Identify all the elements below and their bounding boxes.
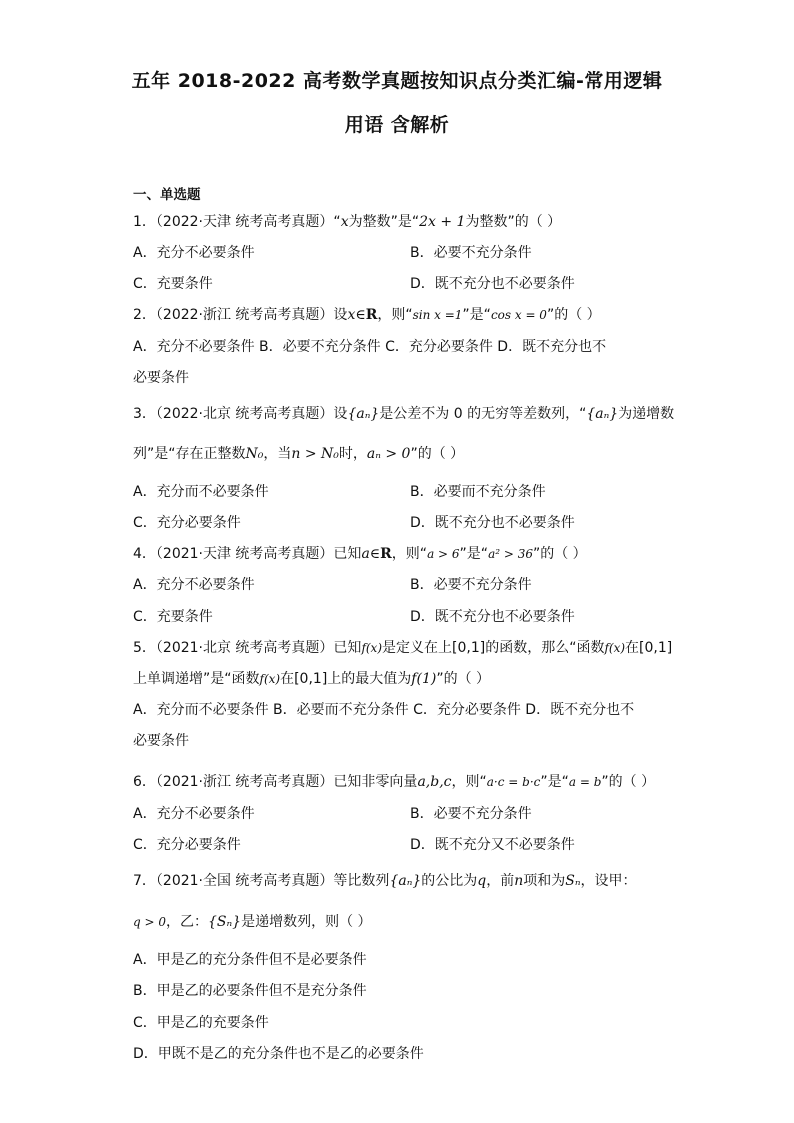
q4-expr1: a > 6 [427, 547, 460, 561]
q3-line2-mid2: 时， [338, 446, 367, 462]
q4-stem-end: ”的（ ） [532, 546, 587, 562]
q6-option-b: B．必要不充分条件 [410, 806, 532, 822]
q7-stem-prefix: 7．（2021·全国 统考高考真题）等比数列 [133, 873, 390, 889]
q5-stem-mid1: 是定义在上[0,1]的函数，那么“函数 [382, 640, 605, 656]
q5-line2-end: ”的（ ） [436, 671, 491, 687]
q4-set-r: R [380, 546, 392, 562]
q1-option-a: A．充分不必要条件 [133, 245, 255, 261]
q3-line2-prefix: 列”是“存在正整数 [133, 446, 246, 462]
q6-option-c: C．充分必要条件 [133, 837, 241, 853]
q6-stem-mid1: ，则“ [451, 774, 487, 790]
q3-stem-mid1: 是公差不为 0 的无穷等差数列，“ [379, 406, 587, 422]
q7-option-b: B．甲是乙的必要条件但不是充分条件 [133, 983, 367, 999]
q2-set-r: R [365, 307, 378, 323]
question-7-stem [133, 872, 637, 890]
q2-set: x∈ [347, 307, 366, 323]
q7-option-d: D．甲既不是乙的充分条件也不是乙的必要条件 [133, 1046, 424, 1062]
q6-expr1: a·c = b·c [486, 775, 541, 789]
q3-option-d: D．既不充分也不必要条件 [410, 515, 575, 531]
q7-stem-mid3: 项和为 [523, 873, 566, 889]
document-title-line-1: 五年 2018-2022 高考数学真题按知识点分类汇编-常用逻辑 [131, 70, 663, 92]
q6-option-a: A．充分不必要条件 [133, 806, 255, 822]
q4-stem-mid1: ，则“ [391, 546, 428, 562]
q1-option-d: D．既不充分也不必要条件 [410, 276, 575, 292]
q5-fx-2: f(x) [604, 641, 626, 655]
q5-fx-3: f(x) [259, 672, 281, 686]
q4-expr2: a² > 36 [488, 547, 533, 561]
q6-vectors: a,b,c [417, 774, 452, 790]
question-3-stem [133, 405, 674, 423]
q7-seq: {aₙ} [389, 873, 422, 889]
q4-stem-mid2: ”是“ [459, 546, 489, 562]
q5-stem-prefix: 5．（2021·北京 统考高考真题）已知 [133, 640, 362, 656]
q3-seq: {aₙ} [347, 406, 380, 422]
q2-stem-prefix: 2．（2022·浙江 统考高考真题）设 [133, 307, 348, 323]
q7-option-a: A．甲是乙的充分条件但不是必要条件 [133, 952, 367, 968]
q4-option-c: C．充要条件 [133, 609, 213, 625]
q5-f1: f(1) [411, 671, 437, 687]
q7-cond: q > 0 [133, 915, 166, 929]
q4-stem-prefix: 4．（2021·天津 统考高考真题）已知 [133, 546, 362, 562]
q2-expr1: sin x =1 [412, 308, 463, 322]
q3-n0: N₀ [245, 446, 264, 462]
question-6-stem [133, 773, 655, 791]
q3-option-c: C．充分必要条件 [133, 515, 241, 531]
q6-option-d: D．既不充分又不必要条件 [410, 837, 575, 853]
q5-line2-prefix: 上单调递增”是“函数 [133, 671, 260, 687]
q3-seq-2: {aₙ} [586, 406, 619, 422]
q7-stem-end: ，设甲： [580, 873, 637, 889]
q1-stem-prefix: 1．（2022·天津 统考高考真题）“ [133, 214, 341, 230]
question-5-stem-line-2 [133, 670, 490, 688]
q1-var-x: x [340, 214, 349, 230]
q5-line2-mid: 在[0,1]上的最大值为 [280, 671, 412, 687]
q4-option-d: D．既不充分也不必要条件 [410, 609, 575, 625]
q1-expr: 2x + 1 [419, 214, 466, 230]
q5-options-continued: 必要条件 [133, 733, 189, 749]
q5-options: A．充分而不必要条件 B．必要而不充分条件 C．充分必要条件 D．既不充分也不 [133, 702, 635, 718]
q3-option-a: A．充分而不必要条件 [133, 484, 269, 500]
question-7-stem-line-2 [133, 913, 372, 931]
q6-expr2: a = b [568, 775, 602, 789]
q7-seq-s: {Sₙ} [208, 914, 242, 930]
question-3-stem-line-2 [133, 445, 464, 463]
q7-option-c: C．甲是乙的充要条件 [133, 1015, 269, 1031]
q3-cond1: n > N₀ [291, 446, 339, 462]
q5-stem-mid2: 在[0,1] [625, 640, 673, 656]
q3-line2-mid: ，当 [263, 446, 292, 462]
question-4-stem [133, 545, 587, 563]
q3-line2-end: ”的（ ） [410, 446, 465, 462]
document-title-line-2: 用语 含解析 [344, 114, 450, 136]
q3-option-b: B．必要而不充分条件 [410, 484, 546, 500]
section-heading: 一、单选题 [133, 187, 201, 203]
q5-fx: f(x) [361, 641, 383, 655]
q7-stem-mid1: 的公比为 [421, 873, 478, 889]
q2-options: A．充分不必要条件 B．必要不充分条件 C．充分必要条件 D．既不充分也不 [133, 339, 607, 355]
q1-option-b: B．必要不充分条件 [410, 245, 532, 261]
q7-stem-mid2: ，前 [486, 873, 515, 889]
q2-stem-mid2: ”是“ [462, 307, 491, 323]
q7-n: n [514, 873, 524, 889]
q4-option-b: B．必要不充分条件 [410, 577, 532, 593]
q7-line2-mid: ，乙： [166, 914, 208, 930]
q3-cond2: aₙ > 0 [366, 446, 411, 462]
q4-option-a: A．充分不必要条件 [133, 577, 255, 593]
q7-q: q [477, 873, 487, 889]
q2-stem-mid1: ，则“ [377, 307, 413, 323]
q6-stem-end: ”的（ ） [601, 774, 656, 790]
question-5-stem [133, 639, 672, 657]
q6-stem-prefix: 6．（2021·浙江 统考高考真题）已知非零向量 [133, 774, 418, 790]
q7-sn: Sₙ [565, 873, 581, 889]
q6-stem-mid2: ”是“ [540, 774, 569, 790]
question-2-stem [133, 306, 601, 324]
q2-expr2: cos x = 0 [490, 308, 547, 322]
q2-stem-end: ”的（ ） [546, 307, 601, 323]
q4-set: a∈ [361, 546, 381, 562]
question-1-stem [133, 213, 561, 231]
q7-line2-end: 是递增数列，则（ ） [241, 914, 372, 930]
q1-stem-mid2: 为整数”的（ ） [465, 214, 562, 230]
q2-options-continued: 必要条件 [133, 370, 189, 386]
q1-stem-mid1: 为整数”是“ [348, 214, 420, 230]
q3-stem-prefix: 3．（2022·北京 统考高考真题）设 [133, 406, 348, 422]
q1-option-c: C．充要条件 [133, 276, 213, 292]
q3-stem-mid2: 为递增数 [618, 406, 675, 422]
